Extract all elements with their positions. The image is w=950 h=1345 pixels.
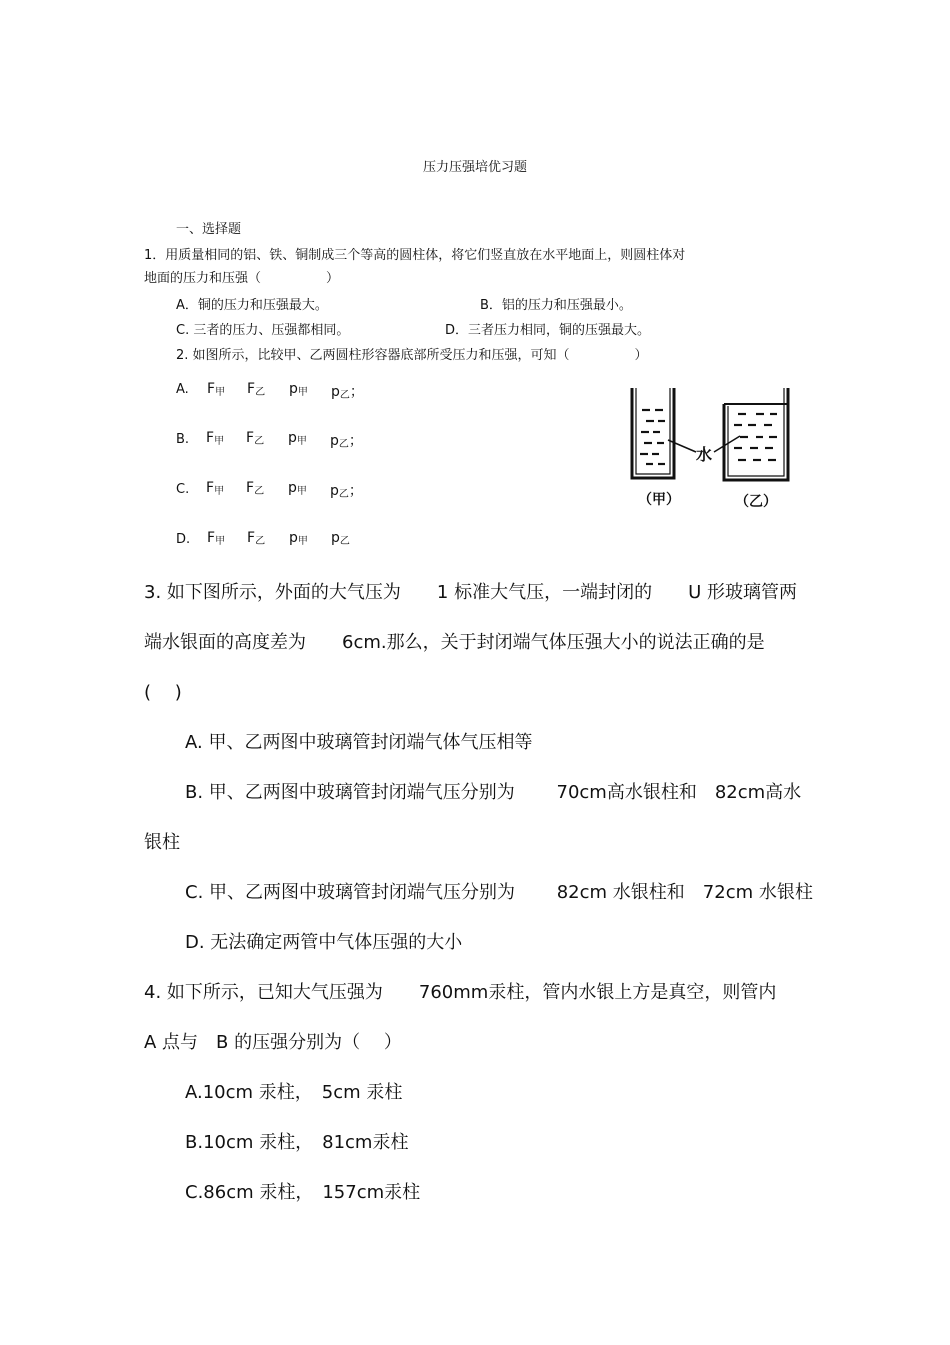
q3-stem-line3: ( ) bbox=[144, 682, 182, 703]
q2-symbol-p-yi bbox=[330, 430, 363, 450]
subscript: 甲 bbox=[214, 486, 225, 497]
q4-option-c: C.86cm 汞柱， 157cm汞柱 bbox=[185, 1182, 421, 1203]
subscript: 甲 bbox=[296, 436, 307, 447]
symbol: F bbox=[247, 381, 256, 397]
symbol: p bbox=[289, 381, 298, 397]
q2-symbol-f-jia bbox=[206, 430, 224, 447]
q3-option-b: B. 甲、乙两图中玻璃管封闭端气压分别为 70cm高水银柱和 82cm高水 bbox=[185, 782, 802, 803]
q3-stem-line2: 端水银面的高度差为 6cm.那么，关于封闭端气体压强大小的说法正确的是 bbox=[144, 632, 765, 653]
q2-stem: 2. 如图所示，比较甲、乙两圆柱形容器底部所受压力和压强，可知（ ） bbox=[176, 348, 648, 363]
q1-option-a: A．铜的压力和压强最大。 bbox=[176, 298, 328, 313]
q2-option-label: B. bbox=[176, 432, 190, 447]
q4-stem-line1: 4. 如下所示，已知大气压强为 760mm汞柱，管内水银上方是真空，则管内 bbox=[144, 982, 777, 1003]
container-yi bbox=[724, 388, 788, 480]
section-heading: 一、选择题 bbox=[176, 222, 242, 237]
symbol: F bbox=[246, 430, 255, 446]
symbol: F bbox=[206, 480, 215, 496]
q1-stem-line1: 1．用质量相同的铝、铁、铜制成三个等高的圆柱体，将它们竖直放在水平地面上，则圆柱体对 bbox=[144, 248, 686, 263]
q2-symbol-p-jia bbox=[288, 480, 307, 497]
q3-option-b-continued: 银柱 bbox=[144, 832, 180, 853]
q3-option-c: C. 甲、乙两图中玻璃管封闭端气压分别为 82cm 水银柱和 72cm 水银柱 bbox=[185, 882, 813, 903]
label-jia: （甲） bbox=[638, 492, 680, 508]
subscript: 甲 bbox=[296, 486, 307, 497]
symbol: F bbox=[207, 381, 216, 397]
subscript: 甲 bbox=[215, 536, 226, 547]
punctuation: ； bbox=[348, 483, 363, 499]
symbol: p bbox=[330, 433, 339, 449]
subscript: 甲 bbox=[215, 387, 226, 398]
symbol: p bbox=[289, 530, 298, 546]
q2-symbol-f-jia bbox=[207, 530, 225, 547]
q2-symbol-f-yi bbox=[246, 430, 264, 447]
q2-option-label: D. bbox=[176, 532, 191, 547]
subscript: 乙 bbox=[339, 536, 350, 547]
symbol: p bbox=[330, 483, 339, 499]
q2-symbol-f-yi bbox=[247, 530, 265, 547]
q2-symbol-p-jia bbox=[288, 430, 307, 447]
q3-option-a: A. 甲、乙两图中玻璃管封闭端气体气压相等 bbox=[185, 732, 533, 753]
water-label: 水 bbox=[696, 445, 713, 464]
label-yi: （乙） bbox=[735, 494, 777, 510]
q1-option-c: C. 三者的压力、压强都相同。 bbox=[176, 323, 350, 338]
subscript: 甲 bbox=[214, 436, 225, 447]
q1-option-b: B．铝的压力和压强最小。 bbox=[480, 298, 632, 313]
q2-symbol-p-yi bbox=[330, 480, 363, 500]
symbol: p bbox=[288, 430, 297, 446]
q1-option-d: D．三者压力相同，铜的压强最大。 bbox=[445, 323, 651, 338]
containers-figure bbox=[622, 384, 812, 516]
symbol: p bbox=[288, 480, 297, 496]
subscript: 乙 bbox=[254, 486, 265, 497]
symbol: p bbox=[331, 530, 340, 546]
q2-symbol-f-yi bbox=[247, 381, 265, 398]
subscript: 乙 bbox=[255, 536, 266, 547]
q2-option-label: C. bbox=[176, 482, 190, 497]
subscript: 乙 bbox=[255, 387, 266, 398]
q2-symbol-f-jia bbox=[207, 381, 225, 398]
page-title: 压力压强培优习题 bbox=[422, 160, 527, 175]
container-jia bbox=[632, 388, 674, 478]
q4-stem-line2: A 点与 B 的压强分别为（ ） bbox=[144, 1032, 402, 1053]
q2-option-label: A. bbox=[176, 382, 189, 397]
symbol: F bbox=[206, 430, 215, 446]
subscript: 甲 bbox=[297, 387, 308, 398]
q3-option-d: D. 无法确定两管中气体压强的大小 bbox=[185, 932, 463, 953]
q2-symbol-p-yi bbox=[331, 530, 350, 547]
q2-symbol-p-jia bbox=[289, 381, 308, 398]
q2-symbol-f-jia bbox=[206, 480, 224, 497]
q4-option-a: A.10cm 汞柱， 5cm 汞柱 bbox=[185, 1082, 403, 1103]
q2-symbol-p-jia bbox=[289, 530, 308, 547]
symbol: F bbox=[247, 530, 256, 546]
q4-option-b: B.10cm 汞柱， 81cm汞柱 bbox=[185, 1132, 409, 1153]
symbol: p bbox=[331, 384, 340, 400]
symbol: F bbox=[246, 480, 255, 496]
q1-stem-line2: 地面的压力和压强（ ） bbox=[144, 271, 340, 286]
symbol: F bbox=[207, 530, 216, 546]
punctuation: ； bbox=[349, 384, 364, 400]
subscript: 甲 bbox=[297, 536, 308, 547]
subscript: 乙 bbox=[338, 439, 349, 450]
subscript: 乙 bbox=[339, 390, 350, 401]
punctuation: ； bbox=[348, 433, 363, 449]
subscript: 乙 bbox=[254, 436, 265, 447]
q2-symbol-f-yi bbox=[246, 480, 264, 497]
q2-symbol-p-yi bbox=[331, 381, 364, 401]
q3-stem-line1: 3. 如下图所示，外面的大气压为 1 标准大气压，一端封闭的 U 形玻璃管两 bbox=[144, 582, 797, 603]
subscript: 乙 bbox=[338, 489, 349, 500]
